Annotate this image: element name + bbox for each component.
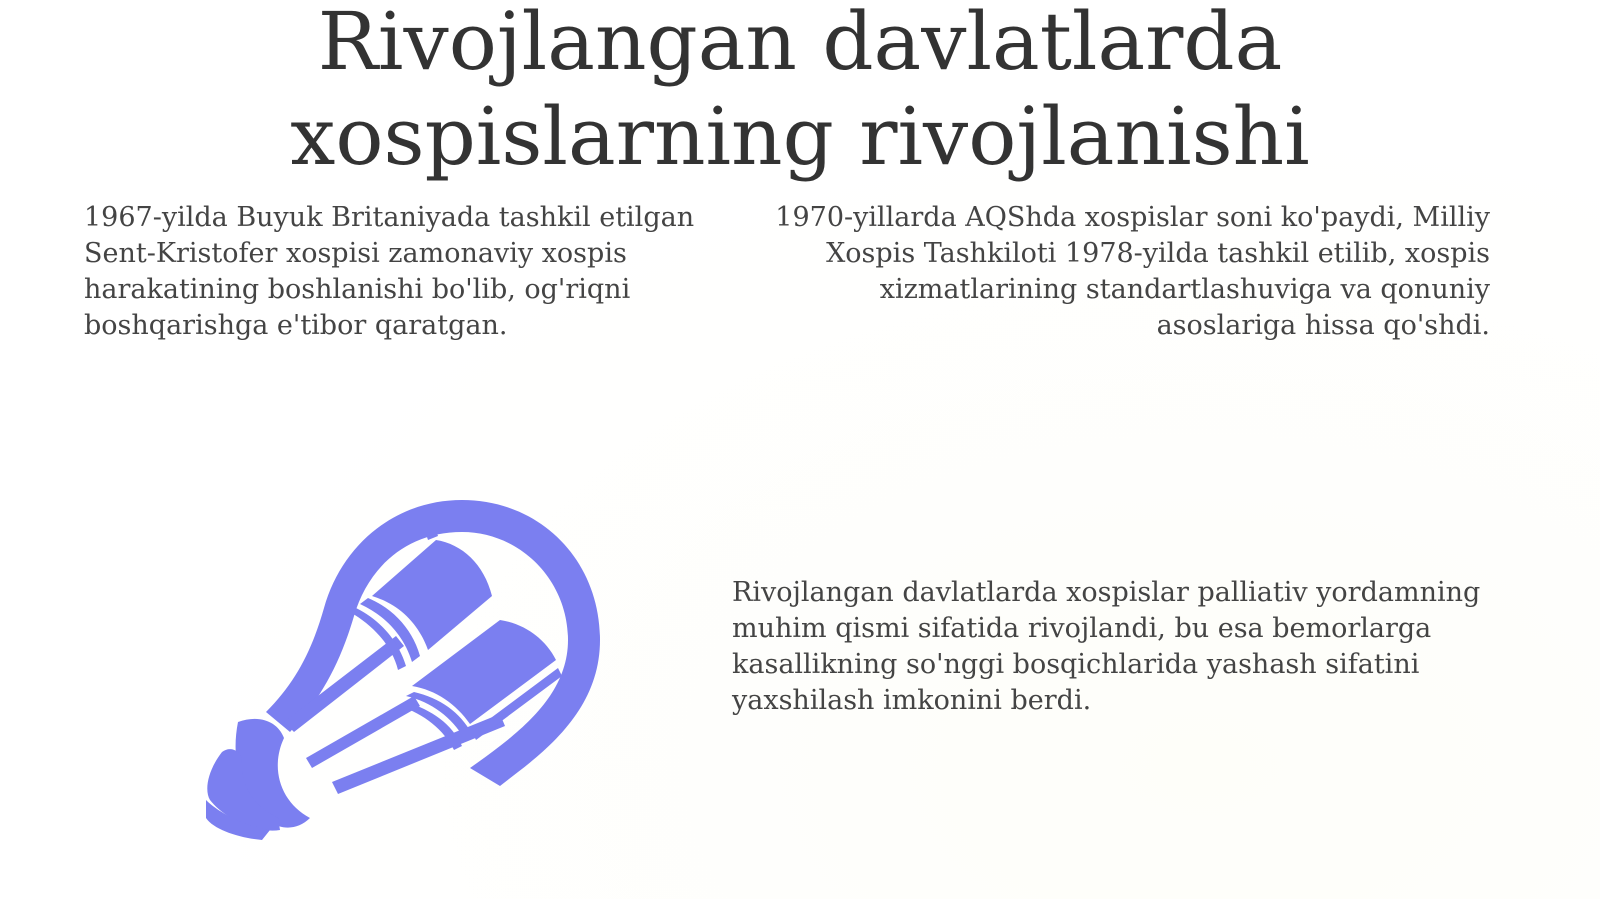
lightbulb-book-icon — [200, 500, 620, 860]
slide-title — [0, 0, 1600, 184]
left-paragraph: 1967-yilda Buyuk Britaniyada tashkil etilgan Sent-Kristofer xospisi zamonaviy xospis harakatining boshlanishi bo'lib, og'riqni boshqarishga e'tibor qaratgan. — [84, 202, 695, 341]
bottom-paragraph: Rivojlangan davlatlarda xospislar palliativ yordamning muhim qismi sifatida rivojlandi, bu esa bemorlarga kasallikning so'nggi bosqichlarida yashash sifatini yaxshilash imkonini berdi. — [732, 577, 1481, 716]
right-paragraph: 1970-yillarda AQShda xospislar soni ko'paydi, Milliy Xospis Tashkiloti 1978-yilda tashkil etilib, xospis xizmatlarining standartlashuviga va qonuniy asoslariga hissa qo'shdi. — [775, 202, 1490, 341]
slide-title-line-2: xospislarning rivojlanishi — [290, 90, 1310, 183]
slide-title-line-1: Rivojlangan davlatlarda — [317, 0, 1283, 88]
